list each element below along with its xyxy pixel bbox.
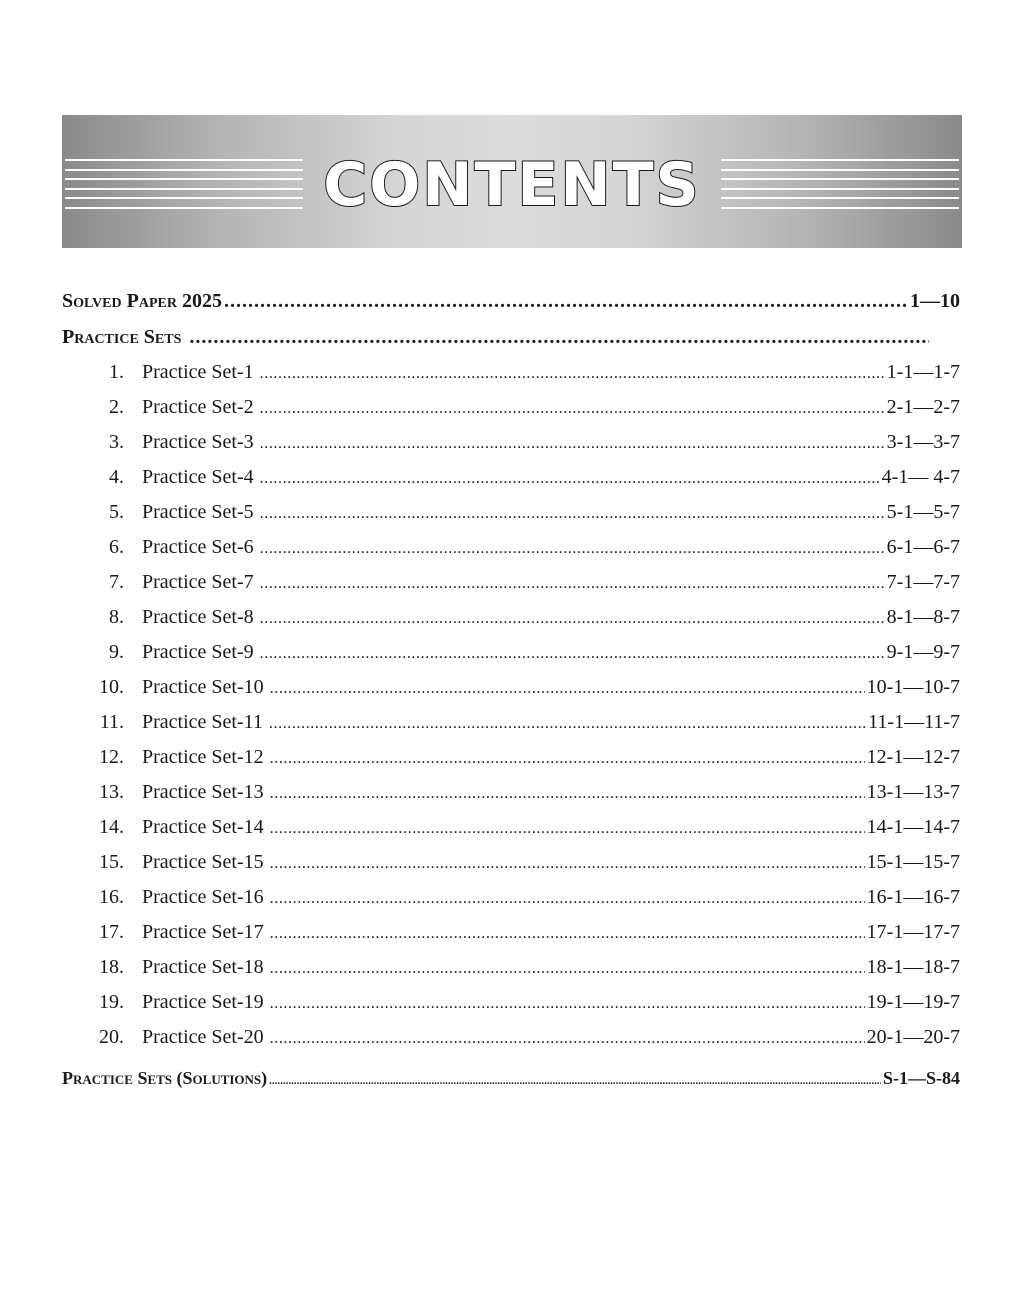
item-number: 8.	[109, 606, 124, 628]
item-title: Practice Set-17	[142, 921, 264, 943]
toc-item[interactable]	[62, 390, 960, 425]
item-number: 7.	[109, 571, 124, 593]
item-title: Practice Set-14	[142, 816, 264, 838]
leader-dots	[260, 565, 885, 600]
item-title: Practice Set-19	[142, 991, 264, 1013]
toc-item[interactable]	[62, 460, 960, 495]
toc-item[interactable]	[62, 880, 960, 915]
item-number: 12.	[99, 746, 124, 768]
leader-dots	[270, 950, 865, 985]
item-title: Practice Set-5	[142, 501, 254, 523]
item-title: Practice Set-16	[142, 886, 264, 908]
leader-dots	[260, 600, 885, 635]
page-range: 7-1—7-7	[886, 571, 960, 593]
practice-set-list	[62, 355, 960, 1055]
page-range: 4-1— 4-7	[881, 466, 960, 488]
table-of-contents	[62, 283, 960, 1095]
item-number: 13.	[99, 781, 124, 803]
toc-item[interactable]	[62, 425, 960, 460]
item-title: Practice Set-10	[142, 676, 264, 698]
page-title: CONTENTS	[323, 150, 701, 220]
toc-item[interactable]	[62, 600, 960, 635]
page-range: 14-1—14-7	[866, 816, 960, 838]
leader-dots	[270, 810, 865, 845]
leader-dots	[260, 355, 885, 390]
item-number: 14.	[99, 816, 124, 838]
leader-dots	[189, 319, 929, 355]
item-title: Practice Set-1	[142, 361, 254, 383]
section-label: Practice Sets	[62, 326, 182, 348]
leader-dots	[270, 880, 865, 915]
toc-item[interactable]	[62, 565, 960, 600]
leader-dots	[270, 775, 865, 810]
leader-dots	[270, 845, 865, 880]
page-range: 10-1—10-7	[866, 676, 960, 698]
toc-item[interactable]	[62, 775, 960, 810]
decorative-lines-right	[721, 159, 959, 211]
item-number: 15.	[99, 851, 124, 873]
page-range: 9-1—9-7	[886, 641, 960, 663]
page-range: 2-1—2-7	[886, 396, 960, 418]
item-title: Practice Set-2	[142, 396, 254, 418]
item-number: 6.	[109, 536, 124, 558]
leader-dots	[270, 740, 865, 775]
leader-dots	[260, 530, 885, 565]
item-number: 9.	[109, 641, 124, 663]
section-label: Solved Paper 2025	[62, 290, 222, 312]
page-range: 8-1—8-7	[886, 606, 960, 628]
item-title: Practice Set-18	[142, 956, 264, 978]
leader-dots	[270, 985, 865, 1020]
toc-item[interactable]	[62, 635, 960, 670]
toc-item[interactable]	[62, 705, 960, 740]
item-number: 10.	[99, 676, 124, 698]
item-title: Practice Set-6	[142, 536, 254, 558]
leader-dots	[269, 705, 866, 740]
leader-dots	[270, 915, 865, 950]
page-range: 1-1—1-7	[886, 361, 960, 383]
toc-item[interactable]	[62, 495, 960, 530]
leader-dots	[224, 283, 908, 319]
item-title: Practice Set-8	[142, 606, 254, 628]
item-title: Practice Set-12	[142, 746, 264, 768]
page-range: 1—10	[910, 290, 960, 312]
page-range: 17-1—17-7	[866, 921, 960, 943]
page-range: 6-1—6-7	[886, 536, 960, 558]
item-number: 2.	[109, 396, 124, 418]
toc-section-solved-paper[interactable]	[62, 283, 960, 319]
toc-item[interactable]	[62, 985, 960, 1020]
toc-item[interactable]	[62, 355, 960, 390]
toc-item[interactable]	[62, 845, 960, 880]
item-title: Practice Set-7	[142, 571, 254, 593]
toc-section-practice-sets[interactable]	[62, 319, 960, 355]
contents-banner	[62, 115, 962, 248]
item-number: 19.	[99, 991, 124, 1013]
toc-section-solutions[interactable]	[62, 1061, 960, 1095]
item-number: 4.	[109, 466, 124, 488]
item-number: 20.	[99, 1026, 124, 1048]
page-range: 13-1—13-7	[866, 781, 960, 803]
leader-dots	[269, 1061, 881, 1095]
page-range: 18-1—18-7	[866, 956, 960, 978]
page-range: S-1—S-84	[882, 1068, 960, 1088]
leader-dots	[260, 425, 885, 460]
item-title: Practice Set-4	[142, 466, 254, 488]
toc-item[interactable]	[62, 740, 960, 775]
toc-item[interactable]	[62, 530, 960, 565]
item-title: Practice Set-20	[142, 1026, 264, 1048]
page-range: 12-1—12-7	[866, 746, 960, 768]
leader-dots	[260, 495, 885, 530]
toc-item[interactable]	[62, 915, 960, 950]
page-range: 5-1—5-7	[886, 501, 960, 523]
page-range: 16-1—16-7	[866, 886, 960, 908]
page-range: 15-1—15-7	[866, 851, 960, 873]
toc-item[interactable]	[62, 950, 960, 985]
toc-item[interactable]	[62, 810, 960, 845]
item-title: Practice Set-3	[142, 431, 254, 453]
page-range: 19-1—19-7	[866, 991, 960, 1013]
section-label: Practice Sets (Solutions)	[62, 1068, 268, 1088]
item-title: Practice Set-9	[142, 641, 254, 663]
item-number: 5.	[109, 501, 124, 523]
leader-dots	[260, 390, 885, 425]
item-title: Practice Set-11	[142, 711, 263, 733]
item-number: 1.	[109, 361, 124, 383]
item-title: Practice Set-15	[142, 851, 264, 873]
toc-item[interactable]	[62, 1020, 960, 1055]
page-range: 20-1—20-7	[866, 1026, 960, 1048]
item-number: 16.	[99, 886, 124, 908]
item-number: 3.	[109, 431, 124, 453]
page-range: 11-1—11-7	[868, 711, 960, 733]
leader-dots	[270, 1020, 865, 1055]
leader-dots	[270, 670, 865, 705]
toc-item[interactable]	[62, 670, 960, 705]
item-title: Practice Set-13	[142, 781, 264, 803]
page-range: 3-1—3-7	[886, 431, 960, 453]
leader-dots	[260, 460, 880, 495]
item-number: 11.	[99, 711, 124, 733]
leader-dots	[260, 635, 885, 670]
item-number: 18.	[99, 956, 124, 978]
item-number: 17.	[99, 921, 124, 943]
